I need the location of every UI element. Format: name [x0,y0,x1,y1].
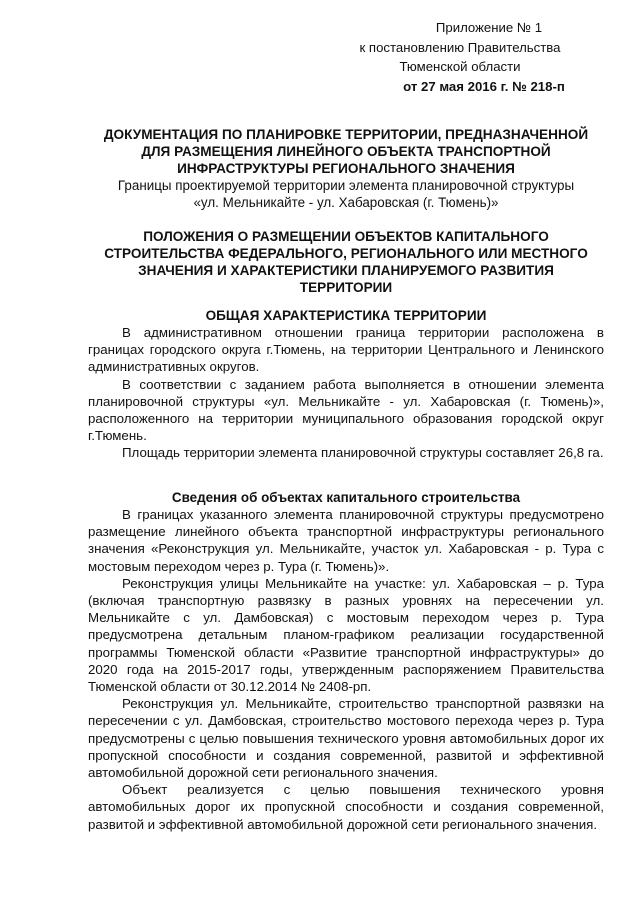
section-title-line-1: ПОЛОЖЕНИЯ О РАЗМЕЩЕНИИ ОБЪЕКТОВ КАПИТАЛЬНОГО [143,229,549,244]
document-title [88,126,604,211]
capital-paragraph-1: В границах указанного элемента планировочной структуры предусмотрено размещение линейного объекта транспортной инфраструктуры регионального значения «Реконструкция ул. Мельникайте, участок ул. Хабаровская - р. Тура с мостовым переходом через р. Тура (г. Тюмень)». [88,507,604,574]
section-title-line-4: ТЕРРИТОРИИ [299,280,393,295]
doc-subtitle-line-2: «ул. Мельникайте - ул. Хабаровская (г. Тюмень)» [193,195,499,210]
capital-paragraph-2: Реконструкция улицы Мельникайте на участке: ул. Хабаровская – р. Тура (включая транспортную развязку в разных уровнях на пересечении ул. Мельникайте с ул. Дамбовская) с мостовым переходом через р. Тура предусмотрена детальным планом-графиком реализации государственной программы Тюменской области «Развитие транспортной инфраструктуры» до 2020 года на 2015-2017 годы, утвержденным распоряжением Правительства Тюменской области от 30.12.2014 № 2408-рп. [88,575,604,695]
appendix-number: Приложение № 1 [435,20,543,35]
capital-paragraph-3: Реконструкция ул. Мельникайте, строительство транспортной развязки на пересечении с ул. Дамбовская, строительство мостового перехода через р. Тура предусмотрены с целью повышения технического уровня автомобильных дорог их пропускной способности и создания современной, развитой и эффективной автомобильной дорожной сети регионального значения. [88,696,604,781]
appendix-note [330,18,590,96]
general-paragraph-1: В административном отношении граница территории расположена в границах городского округа г.Тюмень, на территории Центрального и Ленинского административных округов. [88,325,604,375]
capital-heading: Сведения об объектах капитального строительства [171,490,521,505]
doc-title-line-2: ДЛЯ РАЗМЕЩЕНИЯ ЛИНЕЙНОГО ОБЪЕКТА ТРАНСПОРТНОЙ [141,144,551,159]
appendix-date: от 27 мая 2016 г. № 218-п [403,78,565,94]
general-heading: ОБЩАЯ ХАРАКТЕРИСТИКА ТЕРРИТОРИИ [205,308,487,323]
doc-subtitle-line-1: Границы проектируемой территории элемента планировочной структуры [117,178,575,193]
section-title-line-2: СТРОИТЕЛЬСТВА ФЕДЕРАЛЬНОГО, РЕГИОНАЛЬНОГО ИЛИ МЕСТНОГО [104,246,588,261]
section-title-line-3: ЗНАЧЕНИЯ И ХАРАКТЕРИСТИКИ ПЛАНИРУЕМОГО РАЗВИТИЯ [138,263,554,278]
general-paragraph-2: В соответствии с заданием работа выполняется в отношении элемента планировочной структуры «ул. Мельникайте - ул. Хабаровская (г. Тюмень)», расположенного на территории муниципального образования городской округ г.Тюмень. [88,376,604,444]
capital-section [88,489,604,833]
general-section [88,307,604,462]
section-title [88,228,604,296]
doc-title-line-1: ДОКУМЕНТАЦИЯ ПО ПЛАНИРОВКЕ ТЕРРИТОРИИ, ПРЕДНАЗНАЧЕННОЙ [103,127,589,142]
doc-title-line-3: ИНФРАСТРУКТУРЫ РЕГИОНАЛЬНОГО ЗНАЧЕНИЯ [177,161,515,176]
appendix-resolution: к постановлению Правительства [359,39,561,55]
appendix-region: Тюменской области [399,59,521,74]
capital-paragraph-4: Объект реализуется с целью повышения технического уровня автомобильных дорог их пропускной способности и создания современной, развитой и эффективной автомобильной дорожной сети регионального значения. [88,782,604,832]
general-paragraph-3: Площадь территории элемента планировочной структуры составляет 26,8 га. [122,445,604,461]
